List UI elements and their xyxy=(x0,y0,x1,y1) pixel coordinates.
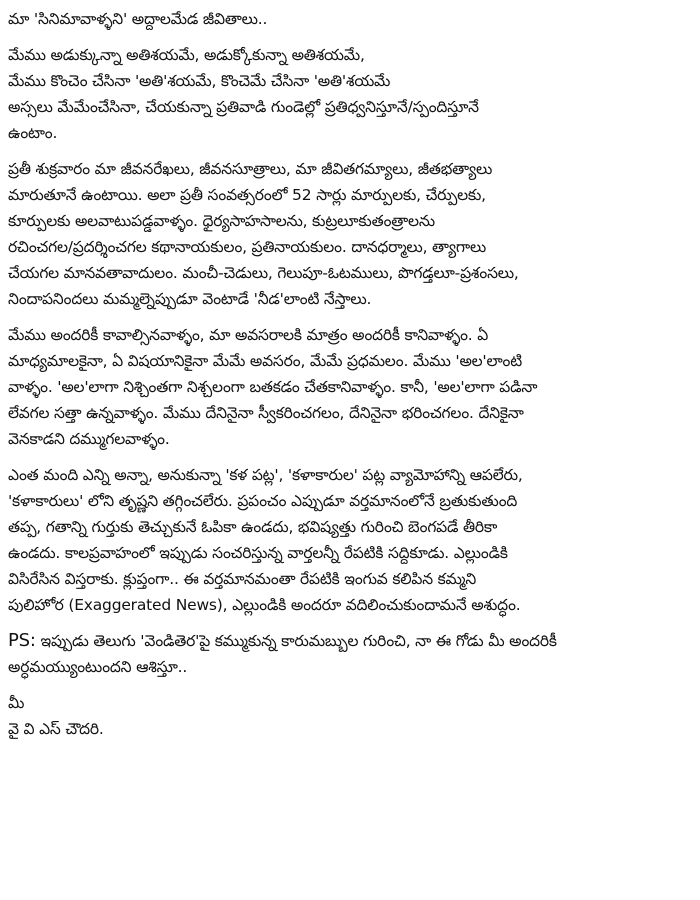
ps-paragraph xyxy=(8,628,690,680)
paragraph-line: నిందాపనిందలు మమ్మల్నెప్పుడూ వెంటాడే 'నీడ'లాంటి నేస్తాలు. xyxy=(8,290,372,308)
paragraph-line: 'కళాకారులు' లోని తృష్ణని తగ్గించలేరు. ప్రపంచం ఎప్పుడూ వర్తమానంలోనే బ్రతుకుతుంది xyxy=(8,492,518,510)
paragraph-line: ప్రతీ శుక్రవారం మా జీవనరేఖలు, జీవనసూత్రాలు, మా జీవితగమ్యాలు, జీతభత్యాలు xyxy=(8,160,493,178)
paragraph-4 xyxy=(8,462,690,618)
signature-line: వై వి ఎస్ చౌదరి. xyxy=(8,720,104,738)
paragraph-line: ఉంటాం. xyxy=(8,124,58,142)
paragraph-line: అస్సలు మేమేంచేసినా, చేయకున్నా ప్రతివాడి గుండెల్లో ప్రతిధ్వనిస్తూనే/స్పందిస్తూనే xyxy=(8,98,479,116)
document-heading xyxy=(8,6,690,32)
paragraph-line: ఎంత మంది ఎన్ని అన్నా, అనుకున్నా 'కళ పట్ల', 'కళాకారుల' పట్ల వ్యామోహాన్ని ఆపలేరు, xyxy=(8,466,523,484)
paragraph-line: విసిరేసిన విస్తరాకు. క్లుప్తంగా.. ఈ వర్తమానమంతా రేపటికి ఇంగువ కలిపిన కమ్మని xyxy=(8,570,477,588)
ps-line-2: అర్ధమయ్యుంటుందని ఆశిస్తూ.. xyxy=(8,658,188,676)
paragraph-line: ఉండదు. కాలప్రవాహంలో ఇప్పుడు సంచరిస్తున్న వార్తలన్నీ రేపటికి సద్దికూడు. ఎల్లుండికి xyxy=(8,544,508,562)
paragraph-line: మారుతూనే ఉంటాయి. అలా ప్రతీ సంవత్సరంలో 52 సార్లు మార్పులకు, చేర్పులకు, xyxy=(8,186,486,204)
paragraph-line: మేము కొంచెం చేసినా 'అతి'శయమే, కొంచెమే చేసినా 'అతి'శయమే xyxy=(8,72,391,90)
paragraph-line: వెనకాడని దమ్ముగలవాళ్ళం. xyxy=(8,430,170,448)
ps-line-1 xyxy=(8,628,690,654)
paragraph-line: మేము అడుక్కున్నా అతిశయమే, అడుక్కోకున్నా అతిశయమే, xyxy=(8,46,365,64)
paragraph-3 xyxy=(8,322,690,452)
paragraph-line: మేము అందరికీ కావాల్సినవాళ్ళం, మా అవసరాలకి మాత్రం అందరికీ కానివాళ్ళం. ఏ xyxy=(8,326,489,344)
closing-line: మీ xyxy=(8,694,25,712)
paragraph-line: తప్ప, గతాన్ని గుర్తుకు తెచ్చుకునే ఓపికా ఉండదు, భవిష్యత్తు గురించి బెంగపడే తీరికా xyxy=(8,518,498,536)
paragraph-line: వాళ్ళం. 'అల'లాగా నిశ్చింతగా నిశ్చలంగా బతకడం చేతకానివాళ్ళం. కానీ, 'అల'లాగా పడినా xyxy=(8,378,538,396)
ps-text: ఇప్పుడు తెలుగు 'వెండితెర'పై కమ్ముకున్న కారుమబ్బుల గురించి, నా ఈ గోడు మీ అందరికీ xyxy=(35,632,557,650)
closing-block xyxy=(8,690,690,742)
paragraph-line: మాధ్యమాలకైనా, ఏ విషయానికైనా మేమే అవసరం, మేమే ప్రధమలం. మేము 'అల'లాంటి xyxy=(8,352,522,370)
paragraph-line: చేయగల మానవతావాదులం. మంచీ-చెడులు, గెలుపూ-ఓటములు, పొగడ్తలూ-ప్రశంసలు, xyxy=(8,264,519,282)
ps-label: PS: xyxy=(8,630,36,651)
paragraph-line: లేవగల సత్తా ఉన్నవాళ్ళం. మేము దేనినైనా స్వీకరించగలం, దేనినైనా భరించగలం. దేనికైనా xyxy=(8,404,524,422)
paragraph-1 xyxy=(8,42,690,146)
paragraph-2 xyxy=(8,156,690,312)
paragraph-line: రచించగల/ప్రదర్శించగల కథానాయకులం, ప్రతినాయకులం. దానధర్మాలు, త్యాగాలు xyxy=(8,238,487,256)
heading-line: మా 'సినిమావాళ్ళని' అద్దాలమేడ జీవితాలు.. xyxy=(8,10,268,28)
paragraph-line: పులిహోర (Exaggerated News), ఎల్లుండికి అందరూ వదిలించుకుందామనే అశుద్ధం. xyxy=(8,596,521,614)
paragraph-line: కూర్పులకు అలవాటుపడ్డవాళ్ళం. ధైర్యసాహసాలను, కుట్రలూకుతంత్రాలను xyxy=(8,212,435,230)
